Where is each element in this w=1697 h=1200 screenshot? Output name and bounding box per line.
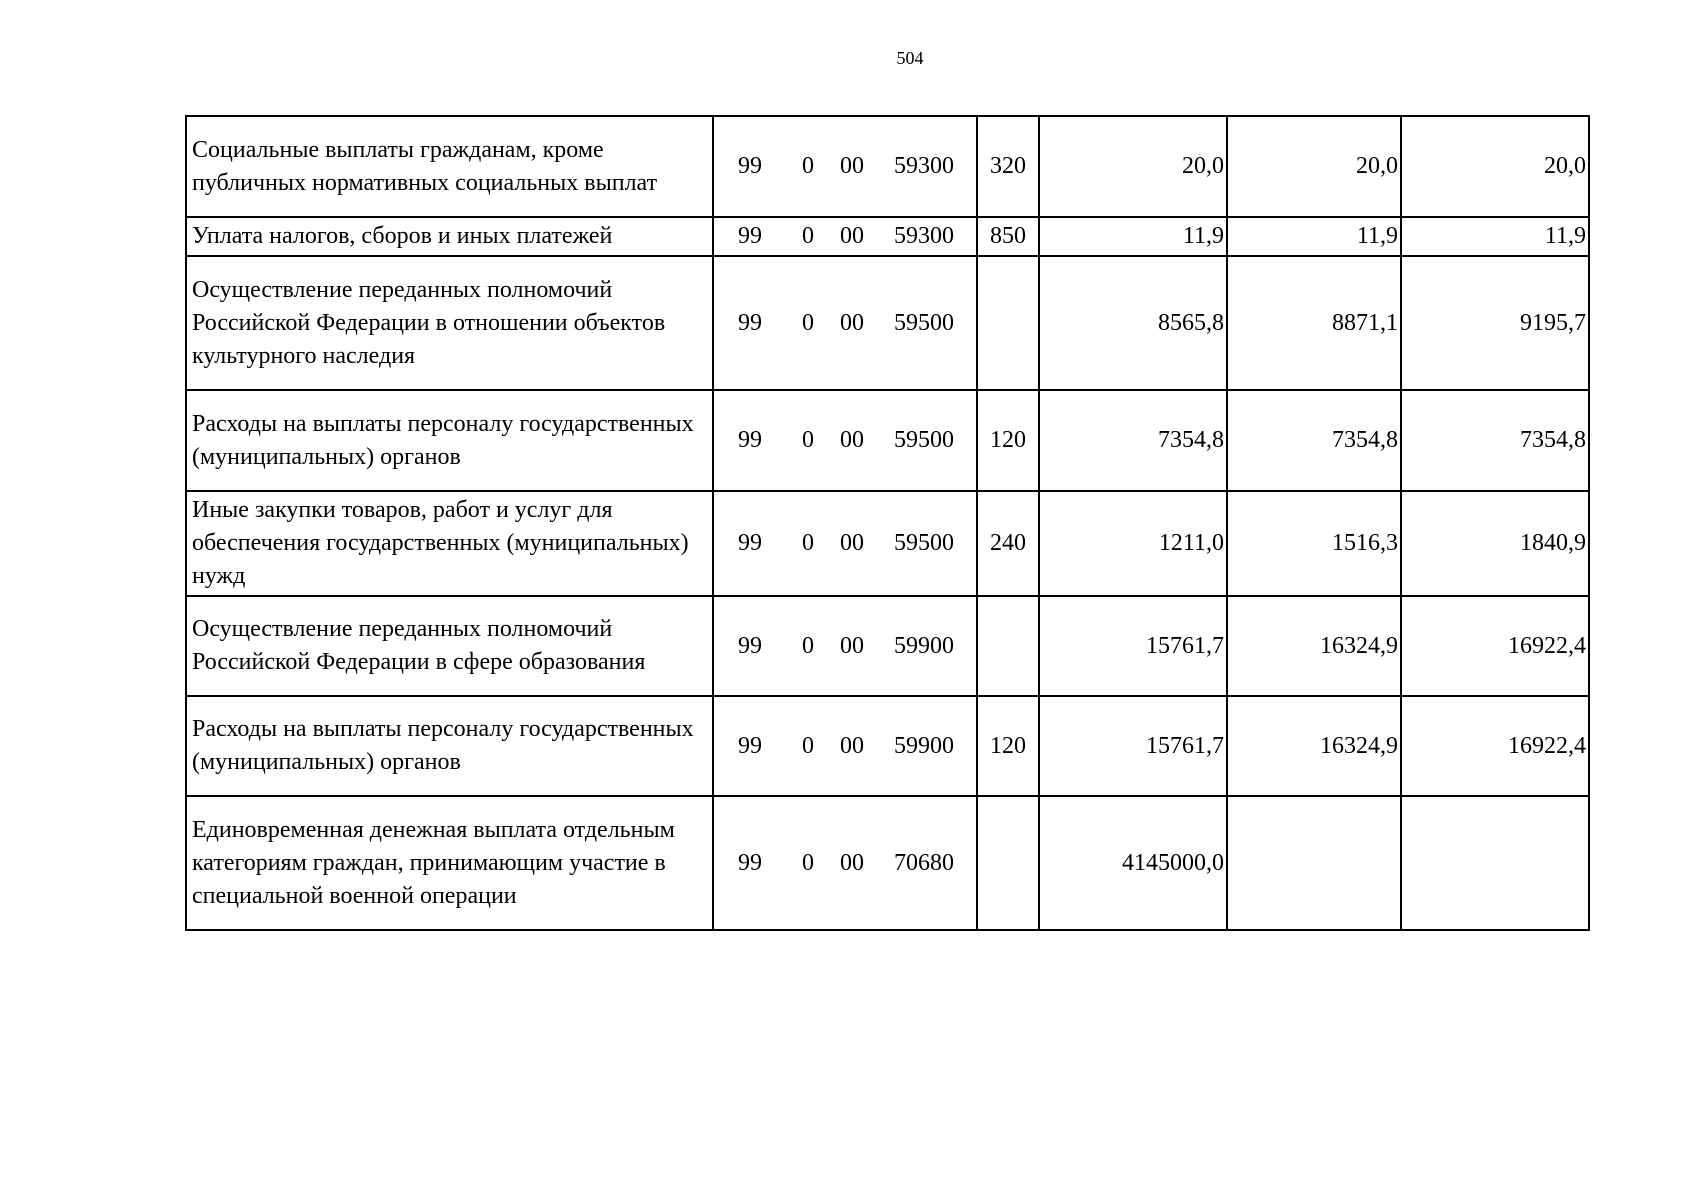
subprogram-code: 0: [802, 849, 814, 876]
amount-year-3: 7354,8: [1401, 390, 1589, 491]
program-code: 99: [738, 309, 762, 336]
table-row: [186, 596, 1589, 696]
subprogram-code: 0: [802, 153, 814, 179]
table-row: [186, 390, 1589, 491]
amount-year-1: 1211,0: [1039, 491, 1227, 596]
program-code: 99: [738, 632, 762, 659]
table-row: [186, 796, 1589, 930]
amount-year-1: 4145000,0: [1039, 796, 1227, 930]
program-code: 99: [738, 530, 762, 556]
program-code: 99: [738, 153, 762, 179]
row-name: Иные закупки товаров, работ и услуг для обеспечения государственных (муниципальных) нужд: [186, 491, 713, 596]
row-name: Социальные выплаты гражданам, кроме публичных нормативных социальных выплат: [186, 116, 713, 217]
amount-year-2: 1516,3: [1227, 491, 1401, 596]
direction-code: 59500: [894, 309, 954, 336]
direction-code: 70680: [894, 849, 954, 876]
amount-year-2: 16324,9: [1227, 596, 1401, 696]
program-code: 99: [738, 732, 762, 759]
direction-code: 59300: [894, 223, 954, 249]
row-name: Расходы на выплаты персоналу государственных (муниципальных) органов: [186, 696, 713, 796]
row-code: [713, 390, 977, 491]
expense-type-code: [977, 796, 1039, 930]
expense-type-code: [977, 596, 1039, 696]
amount-year-2: 20,0: [1227, 116, 1401, 217]
expense-type-code: 850: [977, 217, 1039, 256]
amount-year-1: 15761,7: [1039, 696, 1227, 796]
program-code: 99: [738, 223, 762, 249]
row-name: Расходы на выплаты персоналу государственных (муниципальных) органов: [186, 390, 713, 491]
amount-year-2: 16324,9: [1227, 696, 1401, 796]
table-row: [186, 256, 1589, 390]
amount-year-3: 20,0: [1401, 116, 1589, 217]
direction-code: 59500: [894, 530, 954, 556]
expense-type-code: [977, 256, 1039, 390]
program-code: 99: [738, 849, 762, 876]
row-code: [713, 796, 977, 930]
group-code: 00: [840, 732, 864, 759]
table-row: [186, 491, 1589, 596]
expense-type-code: 240: [977, 491, 1039, 596]
group-code: 00: [840, 223, 864, 249]
row-code: [713, 491, 977, 596]
subprogram-code: 0: [802, 530, 814, 556]
row-name: Осуществление переданных полномочий Российской Федерации в сфере образования: [186, 596, 713, 696]
subprogram-code: 0: [802, 632, 814, 659]
subprogram-code: 0: [802, 427, 814, 453]
table-row: [186, 696, 1589, 796]
group-code: 00: [840, 309, 864, 336]
subprogram-code: 0: [802, 732, 814, 759]
amount-year-3: 16922,4: [1401, 696, 1589, 796]
program-code: 99: [738, 427, 762, 453]
amount-year-1: 15761,7: [1039, 596, 1227, 696]
row-code: [713, 696, 977, 796]
group-code: 00: [840, 153, 864, 179]
group-code: 00: [840, 530, 864, 556]
row-code: [713, 596, 977, 696]
table-row: [186, 116, 1589, 217]
expense-type-code: 320: [977, 116, 1039, 217]
budget-table: [185, 115, 1590, 931]
direction-code: 59500: [894, 427, 954, 453]
amount-year-1: 7354,8: [1039, 390, 1227, 491]
group-code: 00: [840, 632, 864, 659]
expense-type-code: 120: [977, 696, 1039, 796]
row-code: [713, 217, 977, 256]
table-row: [186, 217, 1589, 256]
amount-year-2: [1227, 796, 1401, 930]
subprogram-code: 0: [802, 223, 814, 249]
amount-year-3: 11,9: [1401, 217, 1589, 256]
amount-year-2: 7354,8: [1227, 390, 1401, 491]
amount-year-2: 8871,1: [1227, 256, 1401, 390]
page-number: 504: [896, 48, 924, 68]
row-name: Осуществление переданных полномочий Российской Федерации в отношении объектов культурного наследия: [186, 256, 713, 390]
subprogram-code: 0: [802, 309, 814, 336]
direction-code: 59900: [894, 732, 954, 759]
group-code: 00: [840, 427, 864, 453]
row-code: [713, 256, 977, 390]
direction-code: 59900: [894, 632, 954, 659]
amount-year-3: 1840,9: [1401, 491, 1589, 596]
amount-year-1: 20,0: [1039, 116, 1227, 217]
amount-year-2: 11,9: [1227, 217, 1401, 256]
direction-code: 59300: [894, 153, 954, 179]
expense-type-code: 120: [977, 390, 1039, 491]
row-name: Уплата налогов, сборов и иных платежей: [186, 217, 713, 256]
amount-year-1: 8565,8: [1039, 256, 1227, 390]
amount-year-3: 16922,4: [1401, 596, 1589, 696]
row-name: Единовременная денежная выплата отдельным категориям граждан, принимающим участие в специальной военной операции: [186, 796, 713, 930]
group-code: 00: [840, 849, 864, 876]
amount-year-3: [1401, 796, 1589, 930]
amount-year-3: 9195,7: [1401, 256, 1589, 390]
row-code: [713, 116, 977, 217]
amount-year-1: 11,9: [1039, 217, 1227, 256]
